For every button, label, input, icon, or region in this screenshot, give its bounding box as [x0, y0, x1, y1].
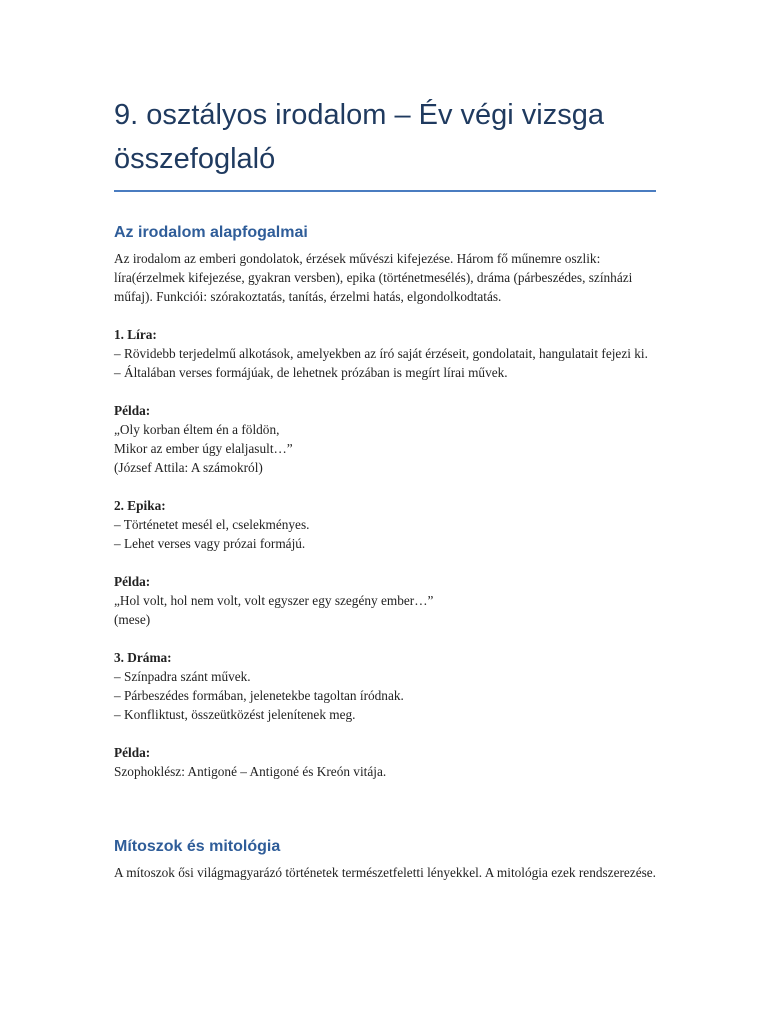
drama-example-line-1: Szophoklész: Antigoné – Antigoné és Kreón vitája. — [114, 764, 387, 779]
document-title-line-1: 9. osztályos irodalom – Év végi vizsga — [114, 99, 604, 131]
epika-example-line-1: „Hol volt, hol nem volt, volt egyszer egy szegény ember…” — [114, 593, 434, 608]
drama-block — [114, 648, 656, 724]
drama-example-label: Példa: — [114, 745, 151, 760]
lira-example-line-1: „Oly korban éltem én a földön, — [114, 422, 280, 437]
section-basics-intro: Az irodalom az emberi gondolatok, érzések művészi kifejezése. Három fő műnemre oszlik: líra(érzelmek kifejezése, gyakran versben), epika (történetmesélés), dráma (párbeszédes, színházi műfaj). Funkciói: szórakoztatás, tanítás, érzelmi hatás, elgondolkodtatás. — [114, 251, 633, 304]
section-myths-intro: A mítoszok ősi világmagyarázó történetek természetfeletti lényekkel. A mitológia ezek rendszerezése. — [114, 865, 657, 880]
drama-example-block — [114, 743, 656, 781]
lira-block — [114, 325, 656, 382]
epika-label: 2. Epika: — [114, 498, 166, 513]
epika-point-1: – Történetet mesél el, cselekményes. — [114, 517, 310, 532]
lira-label: 1. Líra: — [114, 327, 157, 342]
lira-example-block — [114, 401, 656, 477]
epika-example-source: (mese) — [114, 612, 151, 627]
document-title — [114, 0, 656, 181]
lira-example-label: Példa: — [114, 403, 151, 418]
epika-point-2: – Lehet verses vagy prózai formájú. — [114, 536, 306, 551]
document-title-line-2: összefoglaló — [114, 143, 276, 175]
section-heading-myths: Mítoszok és mitológia — [114, 838, 281, 855]
epika-block — [114, 496, 656, 553]
lira-example-line-2: Mikor az ember úgy elaljasult…” — [114, 441, 293, 456]
lira-example-source: (József Attila: A számokról) — [114, 460, 263, 475]
drama-point-3: – Konfliktust, összeütközést jelenítenek meg. — [114, 707, 356, 722]
epika-example-block — [114, 572, 656, 629]
section-heading-basics: Az irodalom alapfogalmai — [114, 224, 308, 241]
document-page — [114, 0, 656, 882]
lira-point-2: – Általában verses formájúak, de lehetnek prózában is megírt lírai művek. — [114, 365, 508, 380]
drama-label: 3. Dráma: — [114, 650, 172, 665]
title-divider — [114, 190, 656, 192]
drama-point-2: – Párbeszédes formában, jelenetekbe tagoltan íródnak. — [114, 688, 404, 703]
lira-point-1: – Rövidebb terjedelmű alkotások, amelyekben az író saját érzéseit, gondolatait, hangulatait fejezi ki. — [114, 346, 648, 361]
epika-example-label: Példa: — [114, 574, 151, 589]
drama-point-1: – Színpadra szánt művek. — [114, 669, 251, 684]
